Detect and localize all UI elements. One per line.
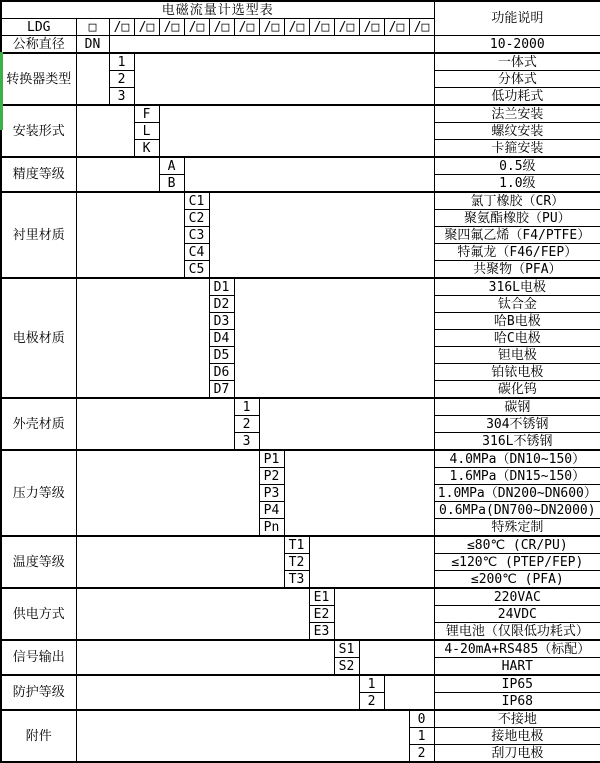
desc-cell: ≤200℃ (PFA) xyxy=(434,571,600,589)
desc-cell: 钽电极 xyxy=(434,347,600,364)
desc-cell: 不接地 xyxy=(434,710,600,728)
code-cell: T2 xyxy=(284,554,309,571)
code-cell: P2 xyxy=(259,468,284,485)
filler-cell xyxy=(359,640,434,675)
code-cell: DN xyxy=(76,36,109,54)
filler-cell xyxy=(184,157,434,192)
code-cell: D5 xyxy=(209,347,234,364)
code-box-first: □ xyxy=(76,19,109,36)
category-label: 公称直径 xyxy=(1,36,76,54)
model-prefix: LDG xyxy=(1,19,76,36)
filler-cell xyxy=(309,536,434,588)
code-cell: D7 xyxy=(209,381,234,399)
category-label: 电极材质 xyxy=(1,278,76,398)
code-cell: A xyxy=(159,157,184,175)
filler-cell xyxy=(76,53,109,105)
category-label: 信号输出 xyxy=(1,640,76,675)
code-cell: D2 xyxy=(209,296,234,313)
desc-cell: 1.0MPa（DN200~DN600） xyxy=(434,485,600,502)
code-box: /□ xyxy=(184,19,209,36)
code-cell: F xyxy=(134,105,159,123)
code-cell: 2 xyxy=(234,416,259,433)
filler-cell xyxy=(259,398,434,450)
filler-cell xyxy=(209,192,434,278)
desc-cell: IP65 xyxy=(434,675,600,693)
desc-cell: 锂电池（仅限低功耗式） xyxy=(434,623,600,641)
filler-cell xyxy=(109,36,434,54)
category-label: 精度等级 xyxy=(1,157,76,192)
filler-cell xyxy=(384,675,434,710)
desc-cell: 1.6MPa（DN15~150） xyxy=(434,468,600,485)
desc-cell: 接地电极 xyxy=(434,728,600,745)
code-cell: P3 xyxy=(259,485,284,502)
code-cell: 2 xyxy=(109,71,134,88)
filler-cell xyxy=(76,710,409,762)
desc-cell: 低功耗式 xyxy=(434,88,600,106)
code-cell: E1 xyxy=(309,588,334,606)
category-label: 外壳材质 xyxy=(1,398,76,450)
code-cell: K xyxy=(134,140,159,158)
desc-cell: 法兰安装 xyxy=(434,105,600,123)
code-cell: D3 xyxy=(209,313,234,330)
code-box: /□ xyxy=(109,19,134,36)
filler-cell xyxy=(76,588,309,640)
category-label: 温度等级 xyxy=(1,536,76,588)
category-label: 安装形式 xyxy=(1,105,76,157)
filler-cell xyxy=(159,105,434,157)
desc-cell: IP68 xyxy=(434,693,600,711)
code-cell: T1 xyxy=(284,536,309,554)
desc-cell: 聚氨酯橡胶（PU） xyxy=(434,210,600,227)
filler-cell xyxy=(134,53,434,105)
filler-cell xyxy=(284,450,434,536)
desc-cell: 10-2000 xyxy=(434,36,600,54)
desc-cell: 1.0级 xyxy=(434,175,600,193)
code-box: /□ xyxy=(159,19,184,36)
code-cell: C3 xyxy=(184,227,209,244)
filler-cell xyxy=(76,278,209,398)
code-box: /□ xyxy=(384,19,409,36)
filler-cell xyxy=(76,536,284,588)
code-cell: P4 xyxy=(259,502,284,519)
desc-cell: 哈C电极 xyxy=(434,330,600,347)
filler-cell xyxy=(76,105,134,157)
code-cell: 1 xyxy=(234,398,259,416)
desc-cell: 0.5级 xyxy=(434,157,600,175)
category-label: 供电方式 xyxy=(1,588,76,640)
code-cell: 0 xyxy=(409,710,434,728)
desc-cell: 碳钢 xyxy=(434,398,600,416)
filler-cell xyxy=(76,675,359,710)
desc-cell: HART xyxy=(434,658,600,676)
code-cell: 1 xyxy=(359,675,384,693)
code-box: /□ xyxy=(359,19,384,36)
green-artifact-strip xyxy=(0,52,3,130)
filler-cell xyxy=(76,450,259,536)
code-box: /□ xyxy=(334,19,359,36)
code-box: /□ xyxy=(284,19,309,36)
code-cell: Pn xyxy=(259,519,284,537)
desc-cell: 316L不锈钢 xyxy=(434,433,600,451)
code-cell: 1 xyxy=(109,53,134,71)
desc-cell: 刮刀电极 xyxy=(434,745,600,763)
code-cell: 3 xyxy=(234,433,259,451)
code-cell: S1 xyxy=(334,640,359,658)
desc-cell: 共聚物（PFA） xyxy=(434,261,600,279)
code-cell: D1 xyxy=(209,278,234,296)
code-box: /□ xyxy=(259,19,284,36)
category-label: 衬里材质 xyxy=(1,192,76,278)
desc-cell: 碳化钨 xyxy=(434,381,600,399)
code-cell: 2 xyxy=(359,693,384,711)
code-box: /□ xyxy=(234,19,259,36)
category-label: 防护等级 xyxy=(1,675,76,710)
filler-cell xyxy=(76,640,334,675)
desc-cell: 哈B电极 xyxy=(434,313,600,330)
filler-cell xyxy=(76,398,234,450)
code-cell: C1 xyxy=(184,192,209,210)
desc-cell: ≤120℃ (PTEP/FEP) xyxy=(434,554,600,571)
desc-cell: 24VDC xyxy=(434,606,600,623)
desc-cell: 特殊定制 xyxy=(434,519,600,537)
code-cell: C5 xyxy=(184,261,209,279)
code-cell: C2 xyxy=(184,210,209,227)
desc-cell: 220VAC xyxy=(434,588,600,606)
desc-cell: 卡箍安装 xyxy=(434,140,600,158)
code-cell: P1 xyxy=(259,450,284,468)
code-cell: 1 xyxy=(409,728,434,745)
filler-cell xyxy=(76,157,159,192)
code-cell: L xyxy=(134,123,159,140)
table-title: 电磁流量计选型表 xyxy=(1,1,434,19)
desc-cell: 316L电极 xyxy=(434,278,600,296)
code-cell: D6 xyxy=(209,364,234,381)
desc-cell: 钛合金 xyxy=(434,296,600,313)
desc-cell: 4-20mA+RS485（标配） xyxy=(434,640,600,658)
code-cell: E3 xyxy=(309,623,334,641)
filler-cell xyxy=(76,192,184,278)
category-label: 压力等级 xyxy=(1,450,76,536)
code-cell: C4 xyxy=(184,244,209,261)
code-cell: D4 xyxy=(209,330,234,347)
desc-cell: 304不锈钢 xyxy=(434,416,600,433)
code-box: /□ xyxy=(134,19,159,36)
code-box: /□ xyxy=(409,19,434,36)
code-cell: 2 xyxy=(409,745,434,763)
category-label: 附件 xyxy=(1,710,76,762)
category-label: 转换器类型 xyxy=(1,53,76,105)
desc-cell: 0.6MPa(DN700~DN2000) xyxy=(434,502,600,519)
desc-cell: 氯丁橡胶（CR） xyxy=(434,192,600,210)
desc-cell: 聚四氟乙烯（F4/PTFE） xyxy=(434,227,600,244)
filler-cell xyxy=(334,588,434,640)
code-cell: S2 xyxy=(334,658,359,676)
code-cell: T3 xyxy=(284,571,309,589)
code-cell: B xyxy=(159,175,184,193)
code-box: /□ xyxy=(309,19,334,36)
desc-cell: 特氟龙（F46/FEP） xyxy=(434,244,600,261)
desc-cell: 铂铱电极 xyxy=(434,364,600,381)
code-box: /□ xyxy=(209,19,234,36)
function-desc-header: 功能说明 xyxy=(434,1,600,36)
desc-cell: 4.0MPa（DN10~150） xyxy=(434,450,600,468)
code-cell: E2 xyxy=(309,606,334,623)
desc-cell: ≤80℃ (CR/PU) xyxy=(434,536,600,554)
desc-cell: 螺纹安装 xyxy=(434,123,600,140)
code-cell: 3 xyxy=(109,88,134,106)
filler-cell xyxy=(234,278,434,398)
desc-cell: 一体式 xyxy=(434,53,600,71)
desc-cell: 分体式 xyxy=(434,71,600,88)
